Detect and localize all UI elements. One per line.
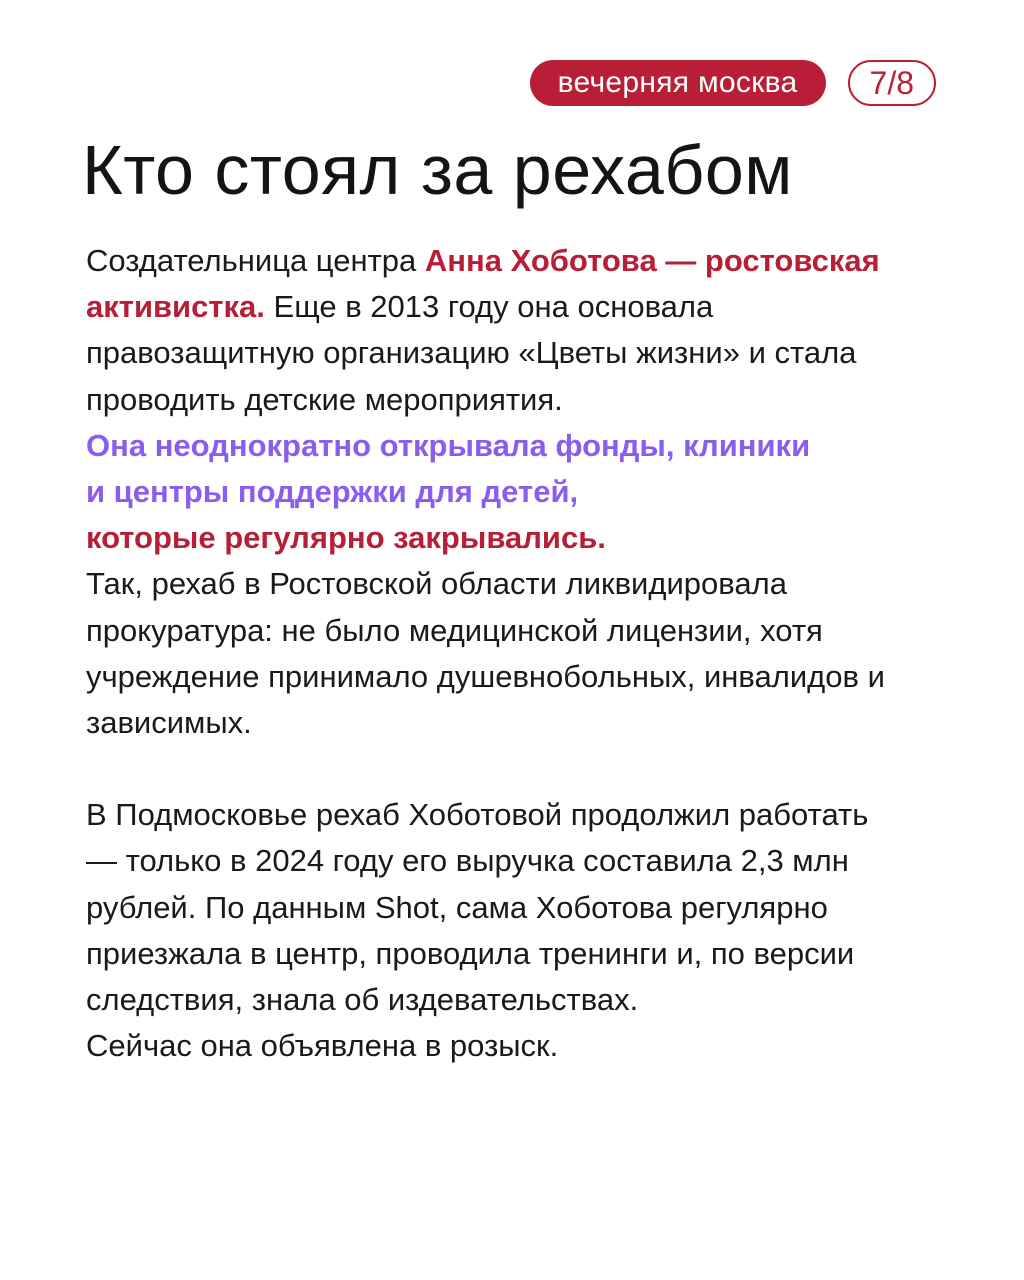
article-body [86, 238, 946, 1069]
intro-text: Создательница центра [86, 243, 425, 278]
brand-badge: вечерняя москва [530, 60, 826, 106]
header [530, 60, 936, 106]
paragraph-gap [86, 746, 946, 792]
page-title: Кто стоял за рехабом [82, 131, 793, 209]
purple-highlight-line-2: и центры поддержки для детей, [86, 474, 579, 510]
purple-highlight-line-1: Она неоднократно открывала фонды, клиники [86, 427, 811, 463]
paragraph-text-2: Так, рехаб в Ростовской области ликвидировала прокуратура: не было медицинской лицензии, хотя учреждение принимало душевнобольных, инвалидов и зависимых. [86, 566, 885, 741]
name-highlight: Анна Хоботова — ростовская активистка. [86, 243, 880, 325]
paragraph-2-last-line: Сейчас она объявлена в розыск. [86, 1028, 559, 1064]
paragraph-1 [86, 238, 906, 423]
red-highlight-line: которые регулярно закрывались. [86, 520, 606, 556]
page-indicator: 7/8 [848, 60, 936, 106]
paragraph-text: Еще в 2013 году она основала правозащитную организацию «Цветы жизни» и стала проводить детские мероприятия. [86, 289, 857, 417]
paragraph-2: В Подмосковье рехаб Хоботовой продолжил работать — только в 2024 году его выручка составила 2,3 млн рублей. По данным Shot, сама Хоботова регулярно приезжала в центр, проводила тренинги и, по версии следствия, знала об издевательствах. [86, 797, 869, 1018]
